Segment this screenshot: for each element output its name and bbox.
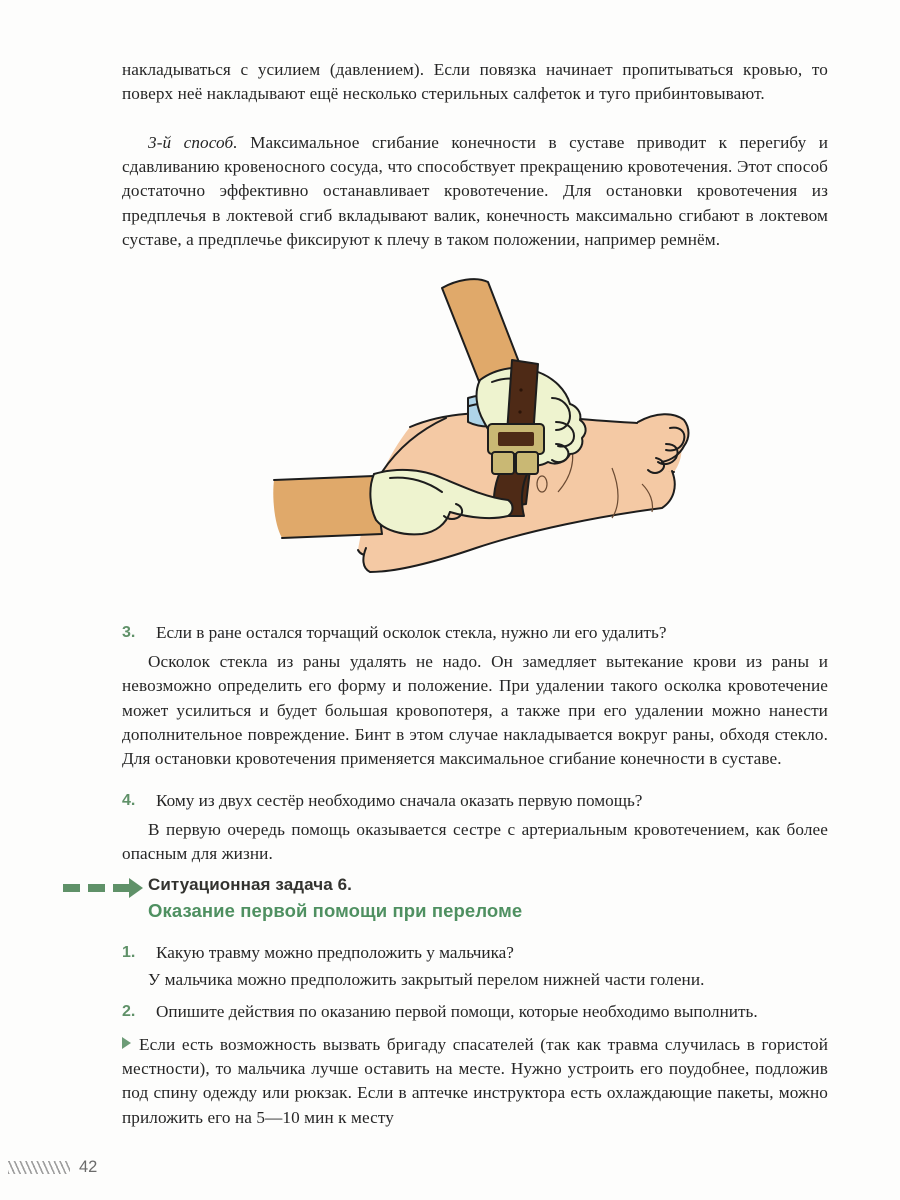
arrow-head [113,884,129,892]
answer-text: Осколок стекла из раны удалять не надо. Он замедляет вытекание крови из раны и невозможно определить его форму и положение. При удалении такого осколка кровотечение может усилиться и будет большая кровопотеря, а также при его удалении можно нанести дополнительное повреждение. Бинт в этом случае накладывается вокруг раны, обходя стекло. Для остановки кровотечения применяется максимальное сгибание конечности в суставе. [122,652,828,769]
question-number: 4. [122,792,136,809]
question-text: Опишите действия по оказанию первой помощи, которые необходимо выполнить. [156,1002,758,1021]
question-number: 3. [122,624,136,641]
page-number: 42 [79,1158,98,1176]
method-body: Максимальное сгибание конечности в суставе приводит к перегибу и сдавливанию кровеносного сосуда, что способствует прекращению кровотечения. Этот способ достаточно эффективно останавливает кровотечение. Для остановки кровотечения из предплечья в локтевой сгиб вкладывают валик, конечность максимально сгибают в локтевом суставе, а предплечье фиксируют к плечу в таком положении, например ремнём. [122,133,828,249]
question-text: Кому из двух сестёр необходимо сначала оказать первую помощь? [156,791,643,810]
method-label: 3-й способ. [148,133,238,152]
section-heading-lines [148,872,840,925]
paragraph-block-2 [122,131,828,252]
belt-tourniquet-illustration [270,272,690,602]
question-text: Какую травму можно предположить у мальчика? [156,943,514,962]
question-row [122,621,828,645]
question-number: 2. [122,1003,136,1020]
hatch-decoration-icon [8,1161,70,1174]
question-row [122,1000,828,1024]
question-row [122,941,828,965]
paragraph-continuation: накладываться с усилием (давлением). Если повязка начинает пропитываться кровью, то поверх неё накладывают ещё несколько стерильных салфеток и туго прибинтовывают. [122,60,828,104]
bulleted-answer [122,1033,828,1130]
section-title-line-2: Оказание первой помощи при переломе [148,900,523,921]
arrow-dash-1 [63,884,80,892]
dashed-arrow-icon [60,878,144,898]
paragraph-block-1 [122,58,828,106]
page-footer [8,1158,97,1177]
task-question-1-block [122,941,828,992]
question-number: 1. [122,944,136,961]
answer-text: Если есть возможность вызвать бригаду спасателей (так как травма случилась в гористой местности), то мальчика лучше оставить на месте. Нужно устроить его поудобнее, подложив под спину одежду или рюкзак. Если в аптечке инструктора есть охлаждающие пакеты, можно приложить его на 5—10 мин к месту [122,1035,828,1127]
answer-text: В первую очередь помощь оказывается сестре с артериальным кровотечением, как более опасным для жизни. [122,820,828,864]
section-heading [60,872,840,925]
question-row [122,789,828,813]
arrow-dash-2 [88,884,105,892]
paragraph-third-method [122,131,828,252]
task-question-2-block [122,1000,828,1024]
triangle-bullet-icon [122,1037,131,1049]
task-question-2-answer-block [122,1033,828,1130]
question-4-block [122,789,828,867]
answer-text: У мальчика можно предположить закрытый перелом нижней части голени. [148,970,705,990]
section-title-line-1: Ситуационная задача 6. [148,875,353,894]
question-3-block [122,621,828,771]
question-text: Если в ране остался торчащий осколок стекла, нужно ли его удалить? [156,623,667,642]
